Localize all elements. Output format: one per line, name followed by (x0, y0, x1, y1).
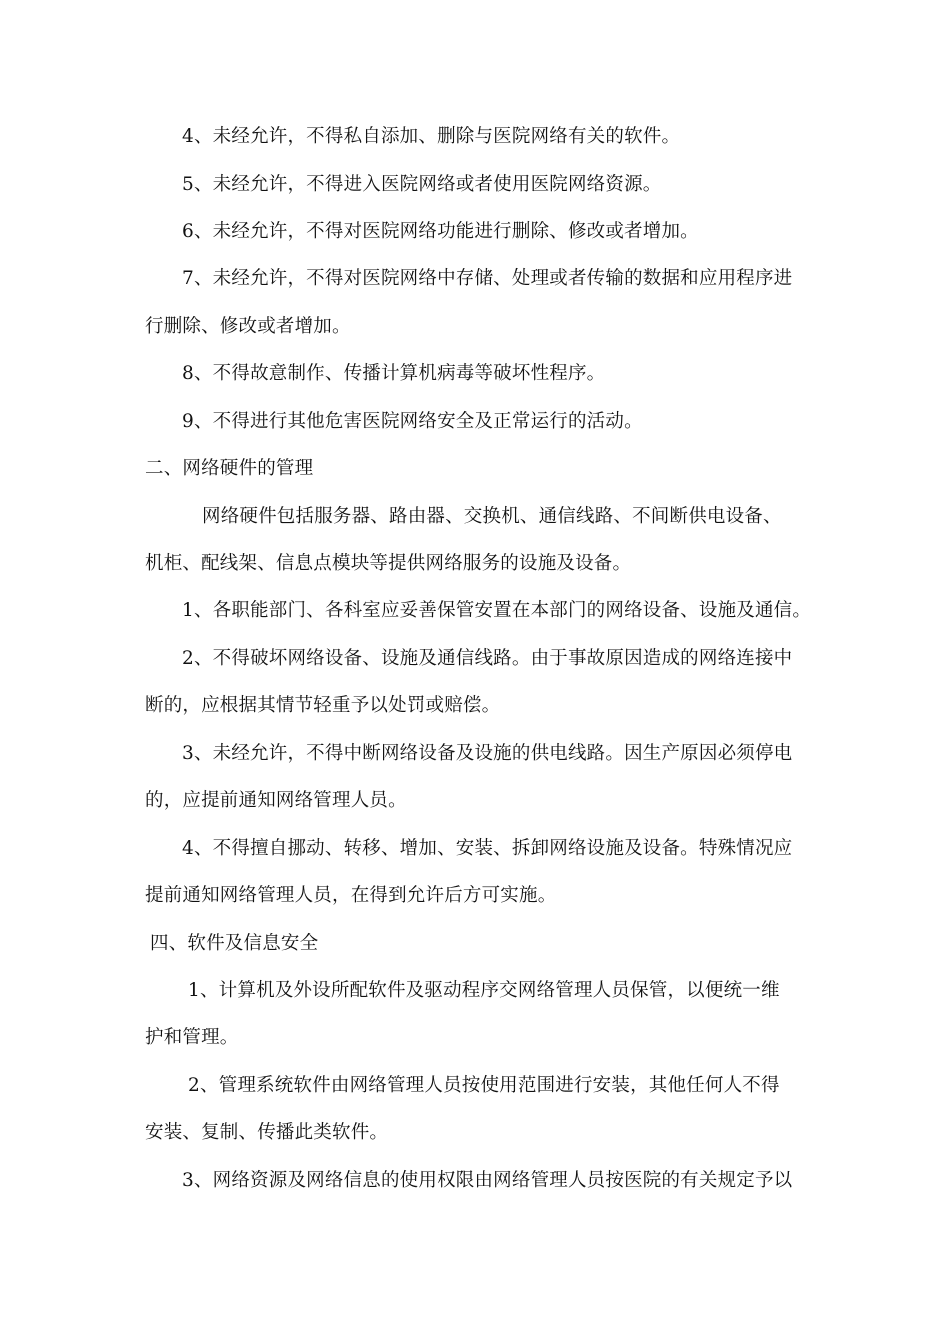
section-heading-hardware: 二、网络硬件的管理 (145, 458, 314, 479)
hardware-rule-4: 4、不得擅自挪动、转移、增加、安装、拆卸网络设施及设备。特殊情况应 (182, 838, 793, 859)
hardware-rule-3-continuation: 的，应提前通知网络管理人员。 (145, 790, 407, 811)
software-rule-2: 2、管理系统软件由网络管理人员按使用范围进行安装，其他任何人不得 (188, 1075, 780, 1096)
software-rule-1-continuation: 护和管理。 (145, 1027, 239, 1048)
rule-4-unauthorized-software: 4、未经允许，不得私自添加、删除与医院网络有关的软件。 (182, 126, 681, 147)
rule-7-data-programs: 7、未经允许，不得对医院网络中存储、处理或者传输的数据和应用程序进 (182, 268, 793, 289)
software-rule-3: 3、网络资源及网络信息的使用权限由网络管理人员按医院的有关规定予以 (182, 1170, 793, 1191)
hardware-rule-2: 2、不得破坏网络设备、设施及通信线路。由于事故原因造成的网络连接中 (182, 648, 793, 669)
rule-8-virus: 8、不得故意制作、传播计算机病毒等破坏性程序。 (182, 363, 606, 384)
hardware-intro-continuation: 机柜、配线架、信息点模块等提供网络服务的设施及设备。 (145, 553, 632, 574)
rule-7-continuation: 行删除、修改或者增加。 (145, 316, 351, 337)
hardware-intro: 网络硬件包括服务器、路由器、交换机、通信线路、不间断供电设备、 (202, 506, 782, 527)
hardware-rule-2-continuation: 断的，应根据其情节轻重予以处罚或赔偿。 (145, 695, 501, 716)
hardware-rule-4-continuation: 提前通知网络管理人员，在得到允许后方可实施。 (145, 885, 557, 906)
rule-5-network-access: 5、未经允许，不得进入医院网络或者使用医院网络资源。 (182, 174, 662, 195)
software-rule-2-continuation: 安装、复制、传播此类软件。 (145, 1122, 389, 1143)
rule-9-other-activities: 9、不得进行其他危害医院网络安全及正常运行的活动。 (182, 411, 643, 432)
rule-6-network-functions: 6、未经允许，不得对医院网络功能进行删除、修改或者增加。 (182, 221, 699, 242)
section-heading-software: 四、软件及信息安全 (150, 933, 319, 954)
software-rule-1: 1、计算机及外设所配软件及驱动程序交网络管理人员保管，以便统一维 (188, 980, 780, 1001)
hardware-rule-3: 3、未经允许，不得中断网络设备及设施的供电线路。因生产原因必须停电 (182, 743, 793, 764)
hardware-rule-1: 1、各职能部门、各科室应妥善保管安置在本部门的网络设备、设施及通信。 (182, 600, 812, 621)
